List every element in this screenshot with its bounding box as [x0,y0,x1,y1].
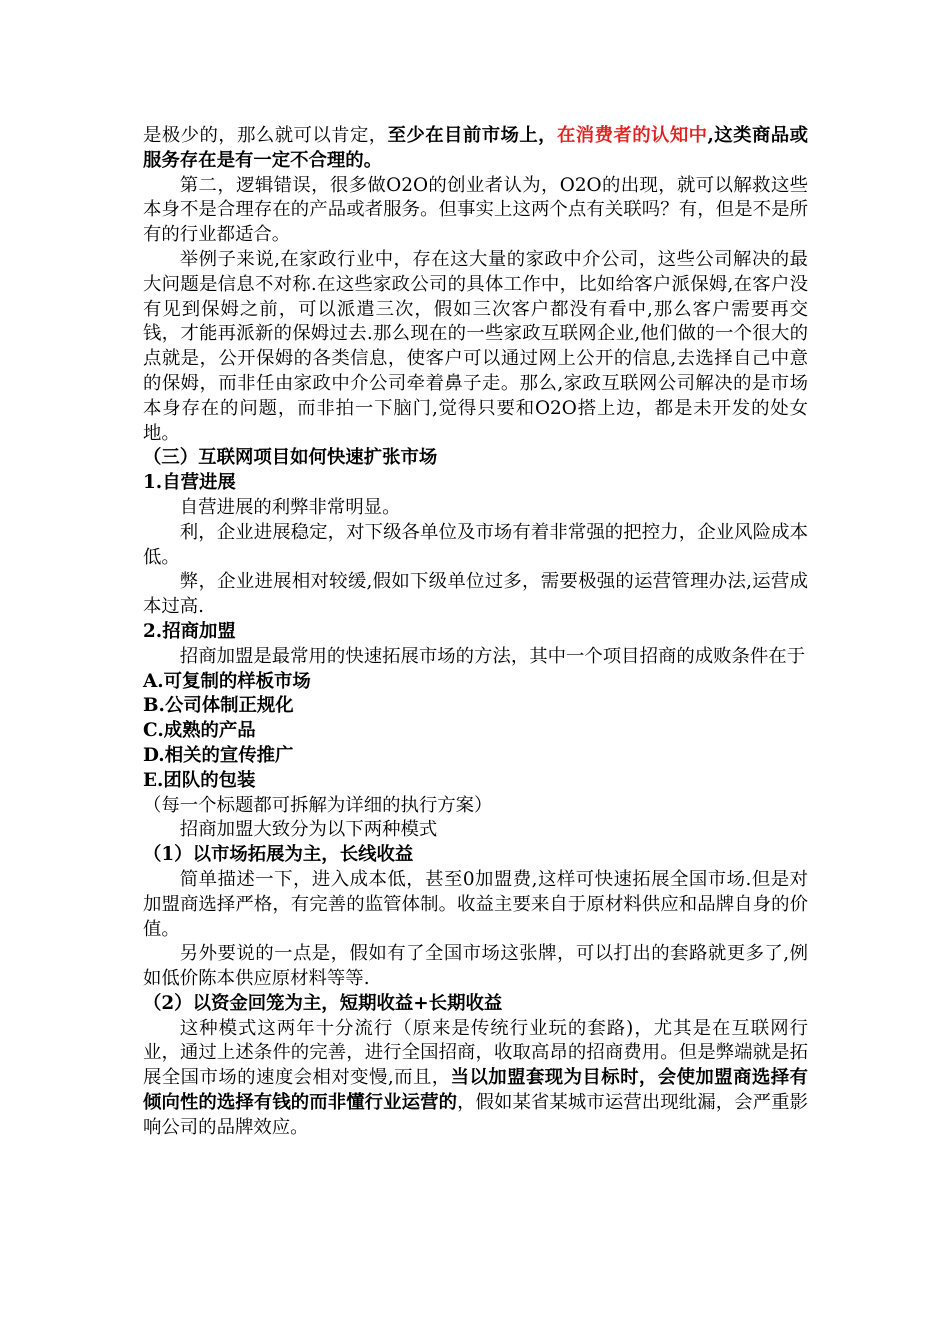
text-run: 是极少的，那么就可以肯定， [143,125,388,146]
paragraph-mode-2 [143,1017,808,1141]
paragraph-example: 举例子来说,在家政行业中，存在这大量的家政中介公司，这些公司解决的最大问题是信息不对称.在这些家政公司的具体工作中，比如给客户派保姆,在客户没有见到保姆之前，可以派遣三次，假如三次客户都没有看中,那么客户需要再交钱，才能再派新的保姆过去.那么现在的一些家政互联网企业,他们做的一个很大的点就是，公开保姆的各类信息，使客户可以通过网上公开的信息,去选择自己中意的保姆，而非任由家政中介公司牵着鼻子走。那么,家政互联网公司解决的是市场本身存在的问题，而非拍一下脑门,觉得只要和O2O搭上边，都是未开发的处女地。 [143,248,808,444]
paragraph: 另外要说的一点是，假如有了全国市场这张牌，可以打出的套路就更多了,例如低价陈本供应原材料等等. [143,943,808,990]
paragraph: 简单描述一下，进入成本低，甚至0加盟费,这样可快速拓展全国市场.但是对加盟商选择严格，有完善的监管体制。收益主要来自于原材料供应和品牌自身的价值。 [143,868,808,940]
bold-text: 当以加盟套现为目标时，会使加盟商选择有倾向性的选择有钱的而非懂行业运营的 [143,1067,808,1114]
paragraph: 招商加盟是最常用的快速拓展市场的方法，其中一个项目招商的成败条件在于 [179,645,806,667]
paragraph: 招商加盟大致分为以下两种模式 [179,819,438,841]
bold-text: ,这类商品或服务存在是有一定不合理的。 [143,125,808,171]
subsection-title-self-operated: 1.自营进展 [143,472,236,494]
list-item: D.相关的宣传推广 [143,744,294,766]
paragraph: 利，企业进展稳定，对下级各单位及市场有着非常强的把控力，企业风险成本低。 [143,521,808,568]
mode-title-2: （2）以资金回笼为主，短期收益+长期收益 [143,992,503,1014]
list-item: E.团队的包装 [143,769,256,791]
paragraph-intro [143,124,808,174]
mode-title-1: （1）以市场拓展为主，长线收益 [143,844,414,866]
document-page [143,124,808,1141]
paragraph: 弊，企业进展相对较缓,假如下级单位过多，需要极强的运营管理办法,运营成本过高. [143,571,808,618]
list-item: C.成熟的产品 [143,720,256,742]
red-emphasis-text: 在消费者的认知中 [556,125,708,146]
paragraph-logic-error: 第二，逻辑错误，很多做O2O的创业者认为，O2O的出现，就可以解救这些本身不是合理存在的产品或者服务。但事实上这两个点有关联吗？有，但是不是所有的行业都适合。 [143,174,808,246]
list-item: A.可复制的样板市场 [143,670,311,692]
paragraph: 自营进展的利弊非常明显。 [179,496,401,518]
section-heading: （三）互联网项目如何快速扩张市场 [143,447,438,469]
text-run: 这种模式这两年十分流行（原来是传统行业玩的套路)，尤其是在互联网行业，通过上述条件的完善，进行全国招商，收取高昂的招商费用。但是弊端就是拓展全国市场的速度会相对变慢,而且， [143,1017,808,1089]
note: （每一个标题都可拆解为详细的执行方案） [143,794,493,816]
list-item: B.公司体制正规化 [143,695,294,717]
text-run: ，假如某省某城市运营出现纰漏，会严重影响公司的品牌效应。 [143,1092,808,1138]
subsection-title-franchise: 2.招商加盟 [143,620,236,642]
bold-text: 至少在目前市场上， [387,125,557,146]
